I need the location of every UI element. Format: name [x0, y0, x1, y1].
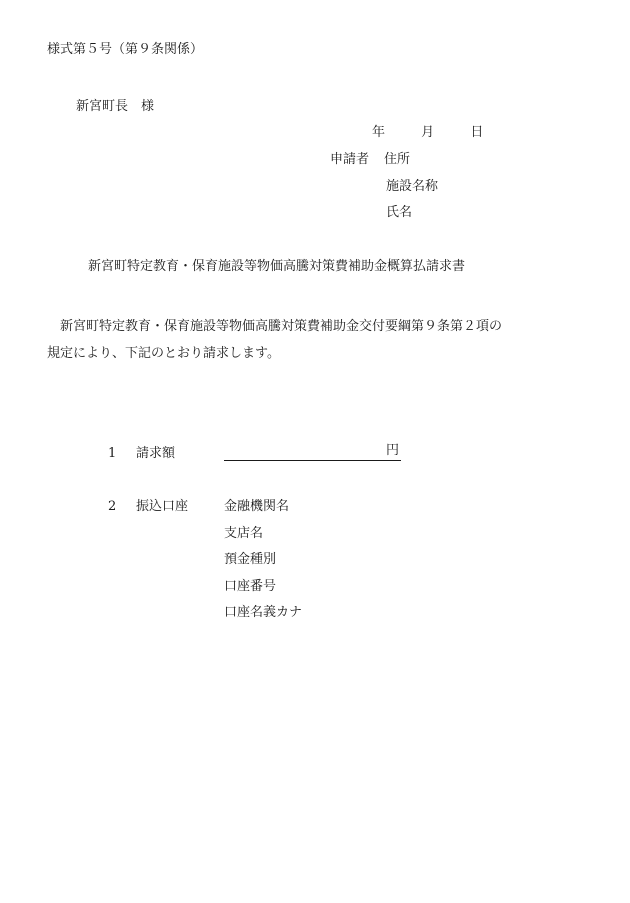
addressee: 新宮町長 様 — [76, 99, 155, 114]
facility-name-label: 施設名称 — [386, 179, 439, 194]
account-number-label: 口座番号 — [224, 579, 277, 594]
date-day: 日 — [470, 125, 484, 140]
applicant-label: 申請者 — [330, 152, 370, 167]
date-month: 月 — [421, 125, 435, 140]
form-number: 様式第５号（第９条関係） — [47, 42, 204, 57]
body-line-1: 新宮町特定教育・保育施設等物価高騰対策費補助金交付要綱第９条第２項の — [60, 319, 503, 334]
claim-amount-label: 請求額 — [136, 446, 176, 461]
address-label: 住所 — [384, 152, 411, 167]
bank-name-label: 金融機関名 — [224, 499, 290, 514]
yen-unit: 円 — [385, 443, 399, 458]
claim-item-number: 1 — [108, 446, 117, 461]
body-paragraph — [47, 313, 587, 367]
date-line — [372, 126, 483, 139]
claim-amount-field[interactable] — [224, 444, 401, 461]
applicant-address-row — [330, 153, 410, 166]
transfer-account-label: 振込口座 — [136, 499, 189, 514]
transfer-item-number: 2 — [108, 499, 117, 514]
body-line-2: 規定により、下記のとおり請求します。 — [47, 346, 280, 361]
name-label: 氏名 — [386, 205, 413, 220]
branch-name-label: 支店名 — [224, 526, 264, 541]
document-title: 新宮町特定教育・保育施設等物価高騰対策費補助金概算払請求書 — [88, 259, 466, 274]
deposit-type-label: 預金種別 — [224, 552, 277, 567]
account-holder-kana-label: 口座名義カナ — [224, 605, 303, 620]
date-year: 年 — [372, 125, 386, 140]
